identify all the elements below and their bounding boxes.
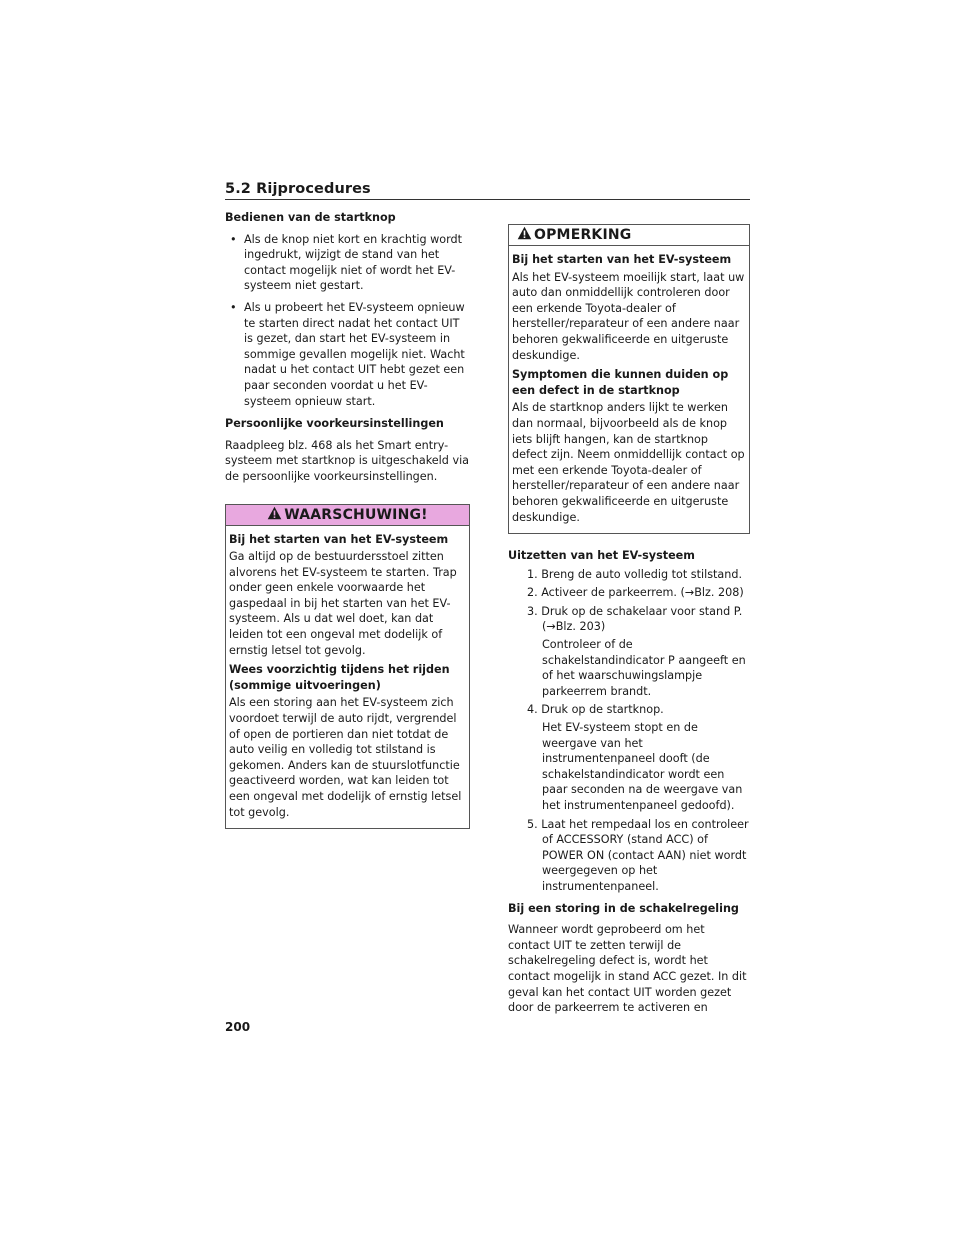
warning-heading-rijden: Wees voorzichtig tijdens het rijden (sommige uitvoeringen)	[229, 663, 450, 692]
list-item: 4. Druk op de startknop. Het EV-systeem stopt en de weergave van het instrumentenpaneel dooft (de schakelstandindicator wordt een paar seconden na de weergave van het instrumentenpaneel gedoofd).	[527, 703, 743, 812]
startknop-bullet-list	[225, 232, 470, 410]
section-heading-startknop: Bedienen van de startknop	[225, 211, 396, 224]
note-title: OPMERKING	[534, 227, 632, 243]
note-header	[509, 225, 749, 246]
list-item: 2. Activeer de parkeerrem. (→Blz. 208)	[527, 586, 744, 600]
note-text-symptomen: Als de startknop anders lijkt te werken dan normaal, bijvoorbeeld als de knop iets blijft hangen, kan de startknop defect zijn. Neem onmiddellijk contact op met een erkende Toyota-dealer of hersteller/reparateur of een andere naar behoren gekwalificeerde en uitgeruste deskundige.	[512, 401, 745, 524]
page-number: 200	[225, 1020, 251, 1034]
list-item: • Als de knop niet kort en krachtig wordt ingedrukt, wijzigt de stand van het contact mogelijk niet of wordt het EV-systeem niet gestart.	[230, 232, 462, 293]
section-heading-voorkeur: Persoonlijke voorkeursinstellingen	[225, 417, 444, 431]
warning-body	[226, 526, 469, 829]
note-body	[509, 246, 749, 533]
warning-heading-starten: Bij het starten van het EV-systeem	[229, 532, 449, 546]
list-item: • Als u probeert het EV-systeem opnieuw te starten direct nadat het contact UIT is gezet, dan start het EV-systeem in sommige gevallen mogelijk niet. Wacht nadat u het contact UIT hebt gezet een paar seconden voordat u het EV-systeem opnieuw start.	[230, 300, 465, 408]
right-column	[508, 224, 750, 1022]
list-item: 1. Breng de auto volledig tot stilstand.	[527, 567, 743, 581]
section-heading-storing: Bij een storing in de schakelregeling	[508, 901, 739, 915]
list-item: 3. Druk op de schakelaar voor stand P. (→Blz. 203) Controleer of de schakelstandindicator P aangeeft en of het waarschuwingslampje parkeerrem brandt.	[527, 604, 746, 698]
note-heading-symptomen: Symptomen die kunnen duiden op een defect in de startknop	[512, 368, 729, 397]
section-heading-uitzetten: Uitzetten van het EV-systeem	[508, 549, 695, 563]
list-item: 5. Laat het rempedaal los en controleer of ACCESSORY (stand ACC) of POWER ON (contact AAN) niet wordt weergegeven op het instrumentenpaneel.	[527, 817, 749, 893]
chapter-header	[225, 178, 750, 200]
warning-title: WAARSCHUWING!	[284, 506, 428, 523]
warning-triangle-icon	[267, 506, 282, 524]
storing-text: Wanneer wordt geprobeerd om het contact UIT te zetten terwijl de schakelregeling defect is, wordt het contact mogelijk in stand ACC gezet. In dit geval kan het contact UIT worden gezet door de parkeerrem te activeren en	[508, 923, 747, 1015]
warning-header	[226, 505, 469, 526]
note-text-starten: Als het EV-systeem moeilijk start, laat uw auto dan onmiddellijk controleren door een erkende Toyota-dealer of hersteller/reparateur of een andere naar behoren gekwalificeerde en uitgeruste deskundige.	[512, 270, 745, 362]
shutdown-steps	[508, 567, 750, 895]
warning-box	[225, 504, 470, 830]
chapter-title: 5.2 Rijprocedures	[225, 181, 371, 197]
left-column	[225, 210, 470, 829]
note-box	[508, 224, 750, 534]
note-triangle-icon	[517, 226, 532, 244]
note-heading-starten: Bij het starten van het EV-systeem	[512, 253, 732, 266]
warning-text-starten: Ga altijd op de bestuurdersstoel zitten alvorens het EV-systeem te starten. Trap onder geen enkele voorwaarde het gaspedaal in bij het starten van het EV-systeem. Als u dat wel doet, kan dat leiden tot een ongeval met dodelijk of ernstig letsel tot gevolg.	[229, 550, 457, 657]
warning-text-rijden: Als een storing aan het EV-systeem zich voordoet terwijl de auto rijdt, vergrendel of open de portieren dan niet totdat de auto veilig en volledig tot stilstand is gekomen. Anders kan de stuurslotfunctie geactiveerd worden, wat kan leiden tot een ongeval met dodelijk of ernstig letsel tot gevolg.	[229, 696, 462, 819]
voorkeur-text: Raadpleeg blz. 468 als het Smart entry-systeem met startknop is uitgeschakeld via de persoonlijke voorkeursinstellingen.	[225, 438, 470, 483]
